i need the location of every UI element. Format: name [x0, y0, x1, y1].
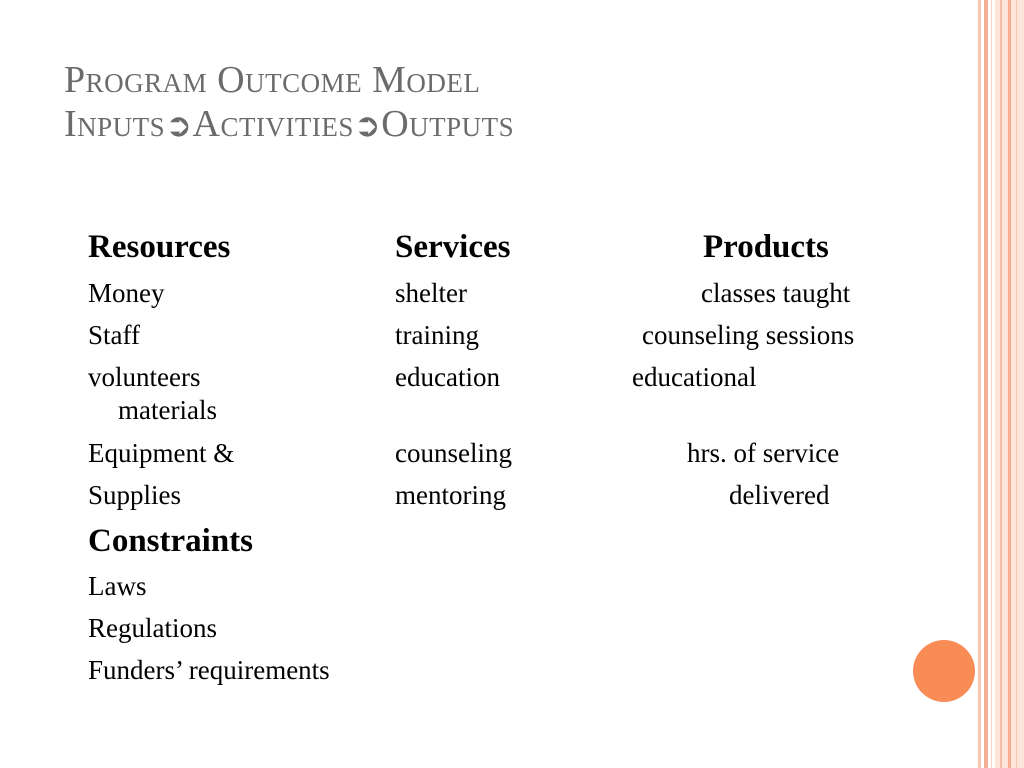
- product-item: counseling sessions: [642, 320, 855, 350]
- title-outputs: Outputs: [381, 103, 515, 145]
- title-inputs: Inputs: [64, 103, 166, 145]
- product-item: classes taught: [701, 278, 851, 308]
- constraints-header: Constraints: [88, 523, 254, 559]
- title-line-1: Program Outcome Model: [64, 59, 481, 101]
- service-item: education: [395, 362, 500, 392]
- service-item: mentoring: [395, 480, 506, 510]
- edge-stripe: [984, 0, 988, 768]
- product-item: hrs. of service: [687, 438, 840, 468]
- edge-stripe: [1008, 0, 1011, 768]
- title-activities: Activities: [192, 103, 354, 145]
- arrow-icon: ➲: [165, 107, 193, 143]
- edge-stripe: [1000, 0, 1002, 768]
- resource-item: Equipment &: [88, 438, 235, 468]
- products-header: Products: [703, 229, 829, 265]
- slide-title: [64, 58, 514, 147]
- services-header: Services: [395, 229, 511, 265]
- resource-item: volunteers: [88, 362, 201, 392]
- constraint-item: Funders’ requirements: [88, 655, 330, 685]
- title-line-2: [64, 102, 514, 147]
- service-item: shelter: [395, 278, 467, 308]
- edge-stripe: [991, 0, 992, 768]
- product-item: delivered: [729, 480, 830, 510]
- service-item: training: [395, 320, 479, 350]
- edge-stripe: [978, 0, 981, 768]
- constraint-item: Regulations: [88, 613, 217, 643]
- resources-header: Resources: [88, 229, 231, 265]
- product-item-wrap: materials: [118, 395, 217, 425]
- resource-item: Supplies: [88, 480, 182, 510]
- resource-item: Staff: [88, 320, 140, 350]
- decorative-circle: [913, 640, 975, 702]
- service-item: counseling: [395, 438, 512, 468]
- resource-item: Money: [88, 278, 165, 308]
- edge-stripe: [1016, 0, 1017, 768]
- arrow-icon: ➲: [353, 107, 382, 143]
- constraint-item: Laws: [88, 571, 147, 601]
- product-item: educational: [632, 362, 757, 392]
